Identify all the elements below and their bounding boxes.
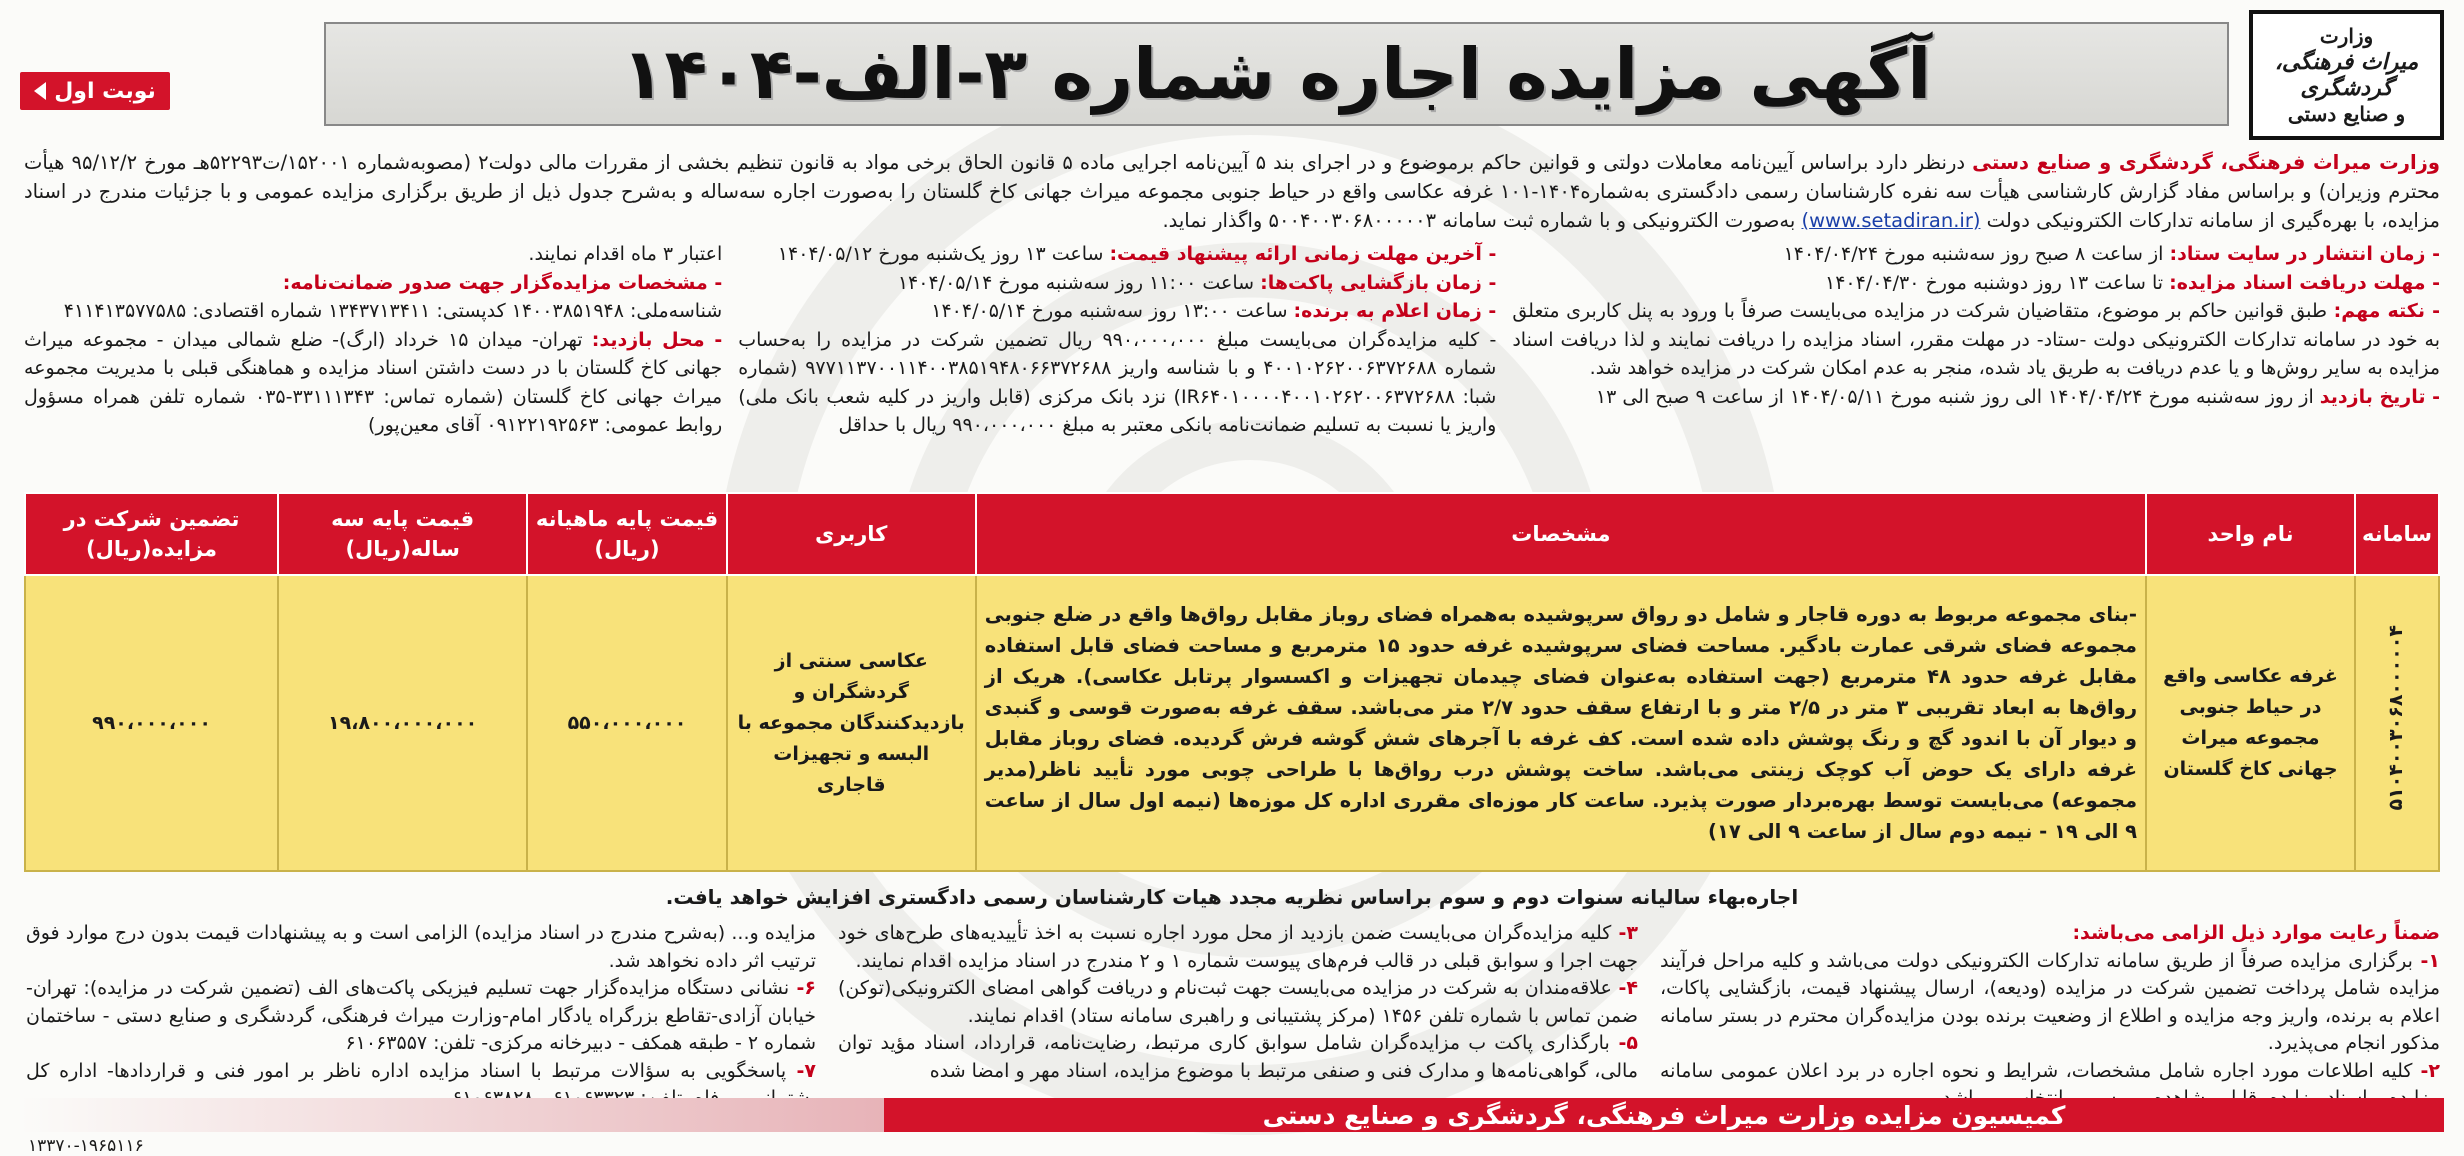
info-text: تهران- میدان ۱۵ خرداد (ارگ)- ضلع شمالی میدان - مجموعه میراث جهانی کاخ گلستان با در دست داشتن اسناد مزایده و هماهنگی قبلی با مدیریت مجموعه میراث جهانی کاخ گلستان (شماره تماس: ۳۳۱۱۱۳۴۳-۰۳۵ شماره تلفن همراه مسؤول روابط عمومی: ۰۹۱۲۲۱۹۲۵۶۳ آقای معین‌پور) bbox=[23, 328, 723, 436]
round-badge bbox=[20, 72, 170, 110]
guarantee-cell: ۹۹۰،۰۰۰،۰۰۰ bbox=[25, 575, 278, 871]
ministry-logo bbox=[2249, 10, 2444, 140]
info-item bbox=[738, 269, 1496, 298]
info-item bbox=[1512, 240, 2440, 269]
info-label: - نکته مهم: bbox=[2333, 300, 2440, 322]
info-label: - آخرین مهلت زمانی ارائه پیشنهاد قیمت: bbox=[1109, 243, 1497, 265]
specs-cell: -بنای مجموعه مربوط به دوره قاجار و شامل دو رواق سرپوشیده به‌همراه فضای روباز مقابل رواق‌ها واقع در ضلع جنوبی مجموعه فضای شرقی عمارت بادگیر. مساحت فضای سرپوشیده غرفه حدود ۱۵ مترمربع و مساحت فضای قابل استفاده مقابل غرفه حدود ۴۸ مترمربع (جهت استفاده به‌عنوان فضای چیدمان تجهیزات و اکسسوار پرتابل عکاسی). هریک از رواق‌ها به ابعاد تقریبی ۳ متر در ۲/۵ متر و با ارتفاع سقف حدود ۲/۷ متر می‌باشد. سقف غرفه به‌صورت قوسی و گنبدی و دیوار آن با اندود گچ و رنگ پوشش داده شده است. کف غرفه با آجرهای شش گوشه فرش گردیده. فضای روباز مقابل غرفه دارای یک حوض آب کوچک زینتی می‌باشد. ساخت پوشش درب رواق‌ها با طراحی چوبی مورد تأیید ناظر(مدیر مجموعه) می‌بایست توسط بهره‌بردار صورت پذیرد. ساعت کار موزه‌ای مقرری اداره کل موزه‌ها (نیمه اول سال از ساعت ۹ الی ۱۹ - نیمه دوم سال از ساعت ۹ الی ۱۷) bbox=[976, 575, 2146, 871]
requirement-item bbox=[838, 920, 1638, 975]
requirements-column-2 bbox=[838, 920, 1638, 1095]
requirements-section bbox=[24, 920, 2440, 1095]
item-number: ۳- bbox=[1611, 922, 1638, 944]
footer-gradient bbox=[20, 1098, 884, 1132]
info-item bbox=[1512, 383, 2440, 412]
requirement-item bbox=[1660, 948, 2440, 1058]
monthly-price-cell: ۵۵۰،۰۰۰،۰۰۰ bbox=[527, 575, 726, 871]
page-title: آگهی مزایده اجاره شماره ۳-الف-۱۴۰۴ bbox=[621, 33, 1932, 115]
logo-line: میراث فرهنگی، bbox=[2274, 49, 2419, 75]
item-number: ۶- bbox=[789, 977, 816, 999]
column-header: تضمین شرکت در مزایده(ریال) bbox=[25, 493, 278, 575]
column-header: نام واحد bbox=[2146, 493, 2355, 575]
item-text: بارگذاری پاکت ب مزایده‌گران شامل سوابق کاری مرتبط، رضایت‌نامه، قرارداد، اسناد مؤید توان مالی، گواهی‌نامه‌ها و مدارک فنی و صنفی مرتبط با موضوع مزایده، اسناد مهر و امضا شده bbox=[838, 1032, 1638, 1082]
item-number: ۴- bbox=[1611, 977, 1638, 999]
requirement-item bbox=[26, 975, 816, 1058]
item-text: برگزاری مزایده صرفاً از طریق سامانه تدارکات الکترونیکی دولت می‌باشد و کلیه مراحل فرآیند مزایده شامل پرداخت تضمین شرکت در مزایده (ودیعه)، ارسال پیشنهاد قیمت، بازگشایی پاکات، اعلام به برنده، واریز وجه مزایده و اطلاع از وضعیت برنده بودن مزایده‌گران محترم در بستر سامانه مذکور انجام می‌پذیرد. bbox=[1660, 949, 2440, 1054]
organization-name: وزارت میراث فرهنگی، گردشگری و صنایع دستی bbox=[1972, 151, 2440, 174]
info-text: ساعت ۱۳ روز یک‌شنبه مورخ ۱۴۰۴/۰۵/۱۲ bbox=[777, 243, 1110, 265]
rent-increase-note: اجاره‌بهاء سالیانه سنوات دوم و سوم براساس نظریه مجدد هیات کارشناسان رسمی دادگستری افزایش خواهد یافت. bbox=[665, 885, 1799, 909]
intro-text: درنظر دارد براساس آیین‌نامه معاملات دولتی و قوانین حاکم برموضوع و در اجرای بند ۵ آیین‌نامه اجرایی ماده ۵ قانون الحاق برخی مواد به قانون تنظیم بخشی از مقررات مالی دولت۲ (مصوبه‌شماره ۱۵۲۰۰۱/ت۵۲۲۹۳هـ مورخ ۹۵/۱۲/۲ هیأت محترم وزیران) و براساس مفاد گزارش کارشناسی هیأت سه نفره کارشناسان رسمی دادگستری به‌شماره۱۴۰۴-۱۰۱ غرفه عکاسی واقع در حیاط جنوبی مجموعه میراث جهانی کاخ گلستان را به‌صورت اجاره سه‌ساله و به‌شرح جدول ذیل از طریق برگزاری مزایده عمومی و با جزئیات مندرج در اسناد مزایده، با بهره‌گیری از سامانه تدارکات الکترونیکی دولت bbox=[24, 151, 2440, 232]
info-label: - زمان بازگشایی پاکت‌ها: bbox=[1260, 271, 1497, 294]
info-column-middle bbox=[738, 240, 1496, 490]
system-code-cell bbox=[2355, 575, 2439, 871]
info-label: - مشخصات مزایده‌گزار جهت صدور ضمانت‌نامه: bbox=[282, 271, 723, 294]
column-header: کاربری bbox=[727, 493, 976, 575]
info-label: - مهلت دریافت اسناد مزایده: bbox=[2169, 271, 2440, 294]
info-label: - محل بازدید: bbox=[591, 328, 723, 351]
info-columns bbox=[24, 240, 2440, 490]
info-text: ساعت ۱۱:۰۰ روز سه‌شنبه مورخ ۱۴۰۴/۰۵/۱۴ bbox=[897, 271, 1261, 294]
auction-table bbox=[24, 492, 2440, 872]
system-code: ۵۱۰۴۰۰۳۰۶۸۰۰۰۰۰۴ bbox=[2385, 625, 2408, 811]
column-header: مشخصات bbox=[976, 493, 2146, 575]
requirement-item bbox=[26, 920, 816, 975]
usage-cell: عکاسی سنتی از گردشگران و بازدیدکنندگان مجموعه با البسه و تجهیزات قاجاری bbox=[727, 575, 976, 871]
three-year-price-cell: ۱۹،۸۰۰،۰۰۰،۰۰۰ bbox=[278, 575, 527, 871]
item-text: کلیه اطلاعات مورد اجاره شامل مشخصات، شرایط و نحوه اجاره در برد اعلان عمومی سامانه bbox=[1660, 1059, 2413, 1082]
requirement-item bbox=[838, 1030, 1638, 1085]
info-text: از ساعت ۸ صبح روز سه‌شنبه مورخ ۱۴۰۴/۰۴/۲۴ bbox=[1783, 243, 2170, 265]
info-item bbox=[24, 297, 722, 326]
table-row bbox=[25, 575, 2439, 871]
item-number: ۲- bbox=[2412, 1059, 2440, 1082]
info-label: - زمان انتشار در سایت ستاد: bbox=[2169, 243, 2440, 265]
item-text: علاقه‌مندان به شرکت در مزایده می‌بایست جهت ثبت‌نام و دریافت گواهی امضای الکترونیکی(توکن) ضمن تماس با شماره تلفن ۱۴۵۶ (مرکز پشتیبانی و راهبری سامانه ستاد) اقدام نمایند. bbox=[838, 977, 1638, 1027]
info-text: طبق قوانین حاکم بر موضوع، متقاضیان شرکت در مزایده می‌بایست صرفاً با ورود به پنل کاربری متعلق به خود در سامانه تدارکات الکترونیکی دولت -ستاد- در مهلت مقرر، اسناد مزایده را دریافت نمایند و لذا دریافت اسناد مزایده به سایر روش‌ها و یا عدم دریافت به طریق یاد شده، منجر به عدم امکان شرکت در مزایده خواهد شد. bbox=[1512, 300, 2440, 379]
notice-header bbox=[20, 10, 2444, 140]
info-text: ساعت ۱۳:۰۰ روز سه‌شنبه مورخ ۱۴۰۴/۰۵/۱۴ bbox=[931, 300, 1294, 322]
info-item bbox=[24, 269, 722, 298]
column-header: قیمت پایه سه ساله(ریال) bbox=[278, 493, 527, 575]
info-item bbox=[1512, 269, 2440, 298]
serial-number: ۱۳۳۷۰-۱۹۶۵۱۱۶ bbox=[28, 1136, 144, 1156]
item-text: کلیه مزایده‌گران می‌بایست ضمن بازدید از محل مورد اجاره نسبت به اخذ تأییدیه‌های طرح‌های خود جهت اجرا و سوابق قبلی در قالب فرم‌های پیوست شماره ۱ و ۲ مندرج در اسناد مزایده اقدام نمایند. bbox=[838, 922, 1638, 972]
table-header-row bbox=[25, 493, 2439, 575]
info-label: - زمان اعلام به برنده: bbox=[1293, 300, 1497, 322]
logo-line: گردشگری bbox=[2300, 75, 2393, 101]
footer bbox=[20, 1098, 2444, 1156]
triangle-left-icon bbox=[34, 82, 46, 100]
info-text: اعتبار ۳ ماه اقدام نمایند. bbox=[528, 243, 723, 265]
title-band bbox=[324, 22, 2229, 126]
info-text: از روز سه‌شنبه مورخ ۱۴۰۴/۰۴/۲۴ الی روز شنبه مورخ ۱۴۰۴/۰۵/۱۱ از ساعت ۹ صبح الی ۱۳ bbox=[1595, 385, 2320, 408]
info-item bbox=[738, 326, 1496, 440]
info-text: تا ساعت ۱۳ روز دوشنبه مورخ ۱۴۰۴/۰۴/۳۰ bbox=[1825, 271, 2170, 294]
info-column-left bbox=[24, 240, 722, 490]
item-text: نشانی دستگاه مزایده‌گزار جهت تسلیم فیزیکی پاکت‌های الف (تضمین شرکت در مزایده): تهران-خیابان آزادی-تقاطع بزرگراه یادگار امام-وزارت میراث فرهنگی، گردشگری و صنایع دستی - ساختمان شماره ۲ - طبقه همکف - دبیرخانه مرکزی- تلفن: ۶۱۰۶۳۵۵۷ bbox=[26, 977, 816, 1054]
requirements-heading: ضمناً رعایت موارد ذیل الزامی می‌باشد: bbox=[2072, 922, 2440, 944]
requirement-item bbox=[838, 975, 1638, 1030]
unit-name-cell: غرفه عکاسی واقع در حیاط جنوبی مجموعه میراث جهانی کاخ گلستان bbox=[2146, 575, 2355, 871]
info-label: - تاریخ بازدید bbox=[2319, 385, 2440, 408]
round-badge-label: نوبت اول bbox=[54, 78, 156, 104]
logo-line: و صنایع دستی bbox=[2287, 102, 2406, 126]
info-item bbox=[24, 326, 722, 440]
info-item bbox=[1512, 297, 2440, 383]
column-header: قیمت پایه ماهیانه (ریال) bbox=[527, 493, 726, 575]
setadiran-link[interactable]: (www.setadiran.ir) bbox=[1801, 209, 1981, 232]
item-number: ۱- bbox=[2412, 949, 2440, 972]
info-item bbox=[738, 297, 1496, 326]
requirements-column-1 bbox=[1660, 920, 2440, 1095]
info-item bbox=[738, 240, 1496, 269]
logo-line: وزارت bbox=[2319, 24, 2374, 48]
item-number: ۵- bbox=[1609, 1032, 1638, 1054]
item-number: ۷- bbox=[786, 1059, 816, 1082]
intro-paragraph bbox=[24, 148, 2440, 235]
info-text: شناسه‌ملی: ۱۴۰۰۳۸۵۱۹۴۸ کدپستی: ۱۳۴۳۷۱۳۴۱۱ شماره اقتصادی: ۴۱۱۴۱۳۵۷۷۵۸۵ bbox=[63, 300, 723, 322]
requirements-column-3 bbox=[26, 920, 816, 1095]
intro-text: به‌صورت الکترونیکی و با شماره ثبت سامانه ۵۰۰۴۰۰۳۰۶۸۰۰۰۰۰۳ واگذار نماید. bbox=[1162, 209, 1802, 232]
info-text: - کلیه مزایده‌گران می‌بایست مبلغ ۹۹۰،۰۰۰،۰۰۰ ریال تضمین شرکت در مزایده را به‌حساب شماره ۴۰۰۱۰۲۶۲۰۰۶۳۷۲۶۸۸ و با شناسه واریز ۹۷۷۱۱۳۷۰۰۱۱۴۰۰۳۸۵۱۹۴۸۰۶۶۳۷۲۶۸۸ (شماره شبا: IR۶۴۰۱۰۰۰۰۴۰۰۱۰۲۶۲۰۰۶۳۷۲۶۸۸) نزد بانک مرکزی (قابل واریز در کلیه شعب بانک ملی) واریز یا نسبت به تسلیم ضمانت‌نامه بانکی معتبر به مبلغ ۹۹۰،۰۰۰،۰۰۰ ریال با حداقل bbox=[738, 328, 1497, 436]
info-item bbox=[24, 240, 722, 269]
item-text: مزایده و... (به‌شرح مندرج در اسناد مزایده) الزامی است و به پیشنهادات قیمت بدون درج موارد فوق ترتیب اثر داده نخواهد شد. bbox=[26, 922, 816, 972]
item-text: پاسخگویی به سؤالات مرتبط با اسناد مزایده اداره ناظر بر امور فنی و قراردادها- اداره کل bbox=[26, 1059, 787, 1082]
column-header: سامانه bbox=[2355, 493, 2439, 575]
commission-band: کمیسیون مزایده وزارت میراث فرهنگی، گردشگری و صنایع دستی bbox=[884, 1098, 2444, 1132]
info-column-right bbox=[1512, 240, 2440, 490]
